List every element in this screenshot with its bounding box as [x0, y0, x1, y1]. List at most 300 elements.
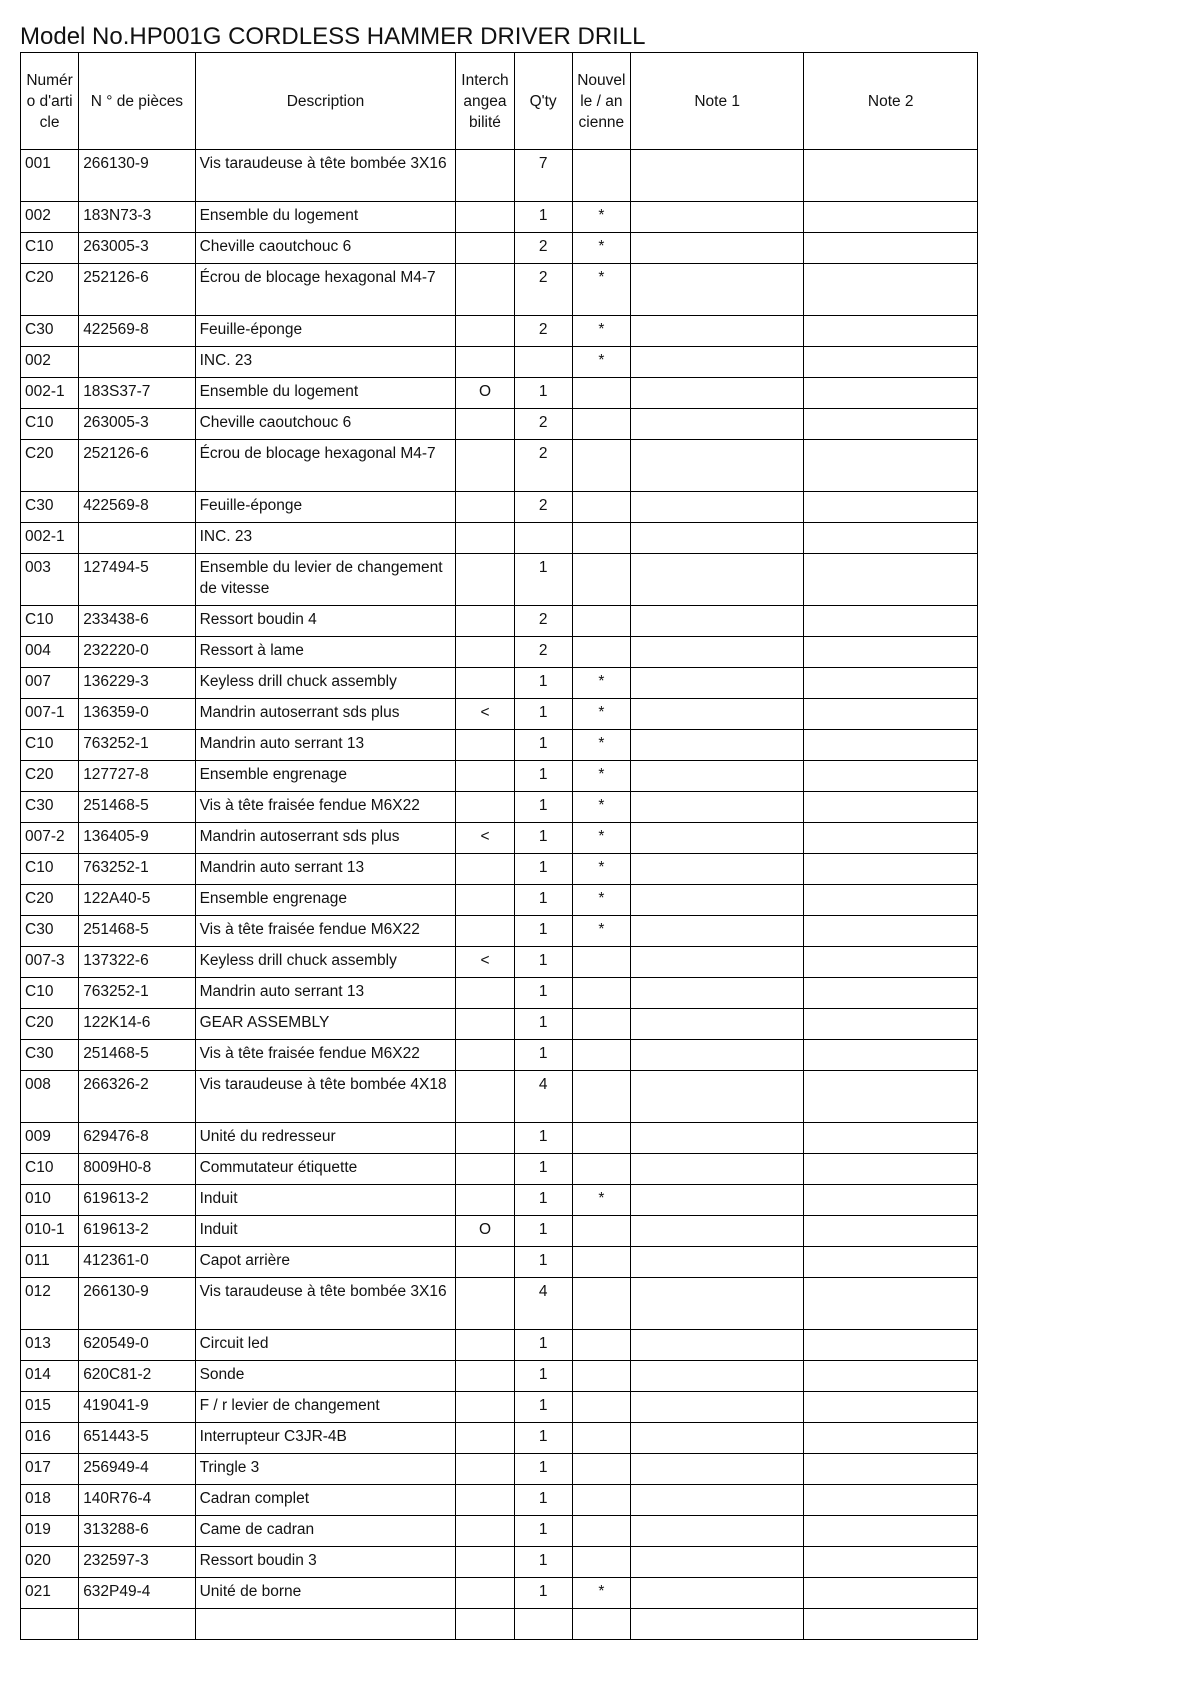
note-2-cell — [804, 668, 978, 699]
quantity-cell: 4 — [514, 1278, 572, 1330]
new-old-cell — [572, 1485, 630, 1516]
note-1-cell — [630, 1009, 804, 1040]
part-number-cell: 419041-9 — [79, 1392, 195, 1423]
item-number-cell: 019 — [21, 1516, 79, 1547]
note-2-cell — [804, 202, 978, 233]
new-old-cell: * — [572, 202, 630, 233]
quantity-cell: 4 — [514, 1071, 572, 1123]
header-item-number: Numéro d'article — [21, 53, 79, 150]
interchangeability-cell — [456, 606, 514, 637]
description-cell: Unité du redresseur — [195, 1123, 456, 1154]
part-number-cell: 619613-2 — [79, 1216, 195, 1247]
part-number-cell: 8009H0-8 — [79, 1154, 195, 1185]
table-row — [21, 1154, 978, 1185]
note-2-cell — [804, 1040, 978, 1071]
part-number-cell: 422569-8 — [79, 492, 195, 523]
item-number-cell: 018 — [21, 1485, 79, 1516]
table-row — [21, 1392, 978, 1423]
description-cell: Cadran complet — [195, 1485, 456, 1516]
note-2-cell — [804, 1216, 978, 1247]
quantity-cell — [514, 347, 572, 378]
item-number-cell: 012 — [21, 1278, 79, 1330]
quantity-cell: 2 — [514, 492, 572, 523]
note-2-cell — [804, 409, 978, 440]
part-number-cell: 183N73-3 — [79, 202, 195, 233]
note-2-cell — [804, 1247, 978, 1278]
item-number-cell: C10 — [21, 730, 79, 761]
table-row — [21, 792, 978, 823]
table-row — [21, 1009, 978, 1040]
part-number-cell — [79, 347, 195, 378]
new-old-cell — [572, 1071, 630, 1123]
item-number-cell: C10 — [21, 1154, 79, 1185]
note-2-cell — [804, 947, 978, 978]
item-number-cell — [21, 1609, 79, 1640]
note-2-cell — [804, 761, 978, 792]
note-1-cell — [630, 378, 804, 409]
quantity-cell: 1 — [514, 1330, 572, 1361]
quantity-cell: 1 — [514, 1547, 572, 1578]
part-number-cell: 122K14-6 — [79, 1009, 195, 1040]
description-cell: Mandrin auto serrant 13 — [195, 854, 456, 885]
note-2-cell — [804, 492, 978, 523]
note-2-cell — [804, 1185, 978, 1216]
quantity-cell: 1 — [514, 668, 572, 699]
note-2-cell — [804, 523, 978, 554]
interchangeability-cell — [456, 150, 514, 202]
table-row — [21, 885, 978, 916]
interchangeability-cell — [456, 1185, 514, 1216]
table-row — [21, 347, 978, 378]
description-cell: Ensemble du logement — [195, 378, 456, 409]
new-old-cell: * — [572, 885, 630, 916]
part-number-cell: 251468-5 — [79, 1040, 195, 1071]
table-row — [21, 440, 978, 492]
quantity-cell: 1 — [514, 978, 572, 1009]
note-1-cell — [630, 1609, 804, 1640]
new-old-cell: * — [572, 1185, 630, 1216]
interchangeability-cell — [456, 1009, 514, 1040]
part-number-cell: 263005-3 — [79, 409, 195, 440]
interchangeability-cell — [456, 1516, 514, 1547]
interchangeability-cell — [456, 637, 514, 668]
table-header-row — [21, 53, 978, 150]
quantity-cell: 2 — [514, 264, 572, 316]
description-cell: Cheville caoutchouc 6 — [195, 409, 456, 440]
interchangeability-cell — [456, 792, 514, 823]
new-old-cell: * — [572, 1578, 630, 1609]
note-1-cell — [630, 1278, 804, 1330]
note-2-cell — [804, 233, 978, 264]
description-cell: Induit — [195, 1216, 456, 1247]
interchangeability-cell — [456, 202, 514, 233]
note-1-cell — [630, 1392, 804, 1423]
quantity-cell: 1 — [514, 1485, 572, 1516]
header-note-2: Note 2 — [804, 53, 978, 150]
quantity-cell: 1 — [514, 916, 572, 947]
note-1-cell — [630, 1423, 804, 1454]
item-number-cell: 002-1 — [21, 378, 79, 409]
interchangeability-cell — [456, 554, 514, 606]
part-number-cell: 256949-4 — [79, 1454, 195, 1485]
description-cell: Vis à tête fraisée fendue M6X22 — [195, 1040, 456, 1071]
quantity-cell: 1 — [514, 1154, 572, 1185]
part-number-cell: 183S37-7 — [79, 378, 195, 409]
description-cell: Vis taraudeuse à tête bombée 3X16 — [195, 1278, 456, 1330]
new-old-cell — [572, 1392, 630, 1423]
new-old-cell — [572, 947, 630, 978]
note-1-cell — [630, 150, 804, 202]
table-row — [21, 1071, 978, 1123]
table-row — [21, 606, 978, 637]
item-number-cell: C20 — [21, 761, 79, 792]
description-cell: Commutateur étiquette — [195, 1154, 456, 1185]
item-number-cell: 002-1 — [21, 523, 79, 554]
new-old-cell — [572, 378, 630, 409]
quantity-cell: 1 — [514, 1578, 572, 1609]
new-old-cell: * — [572, 264, 630, 316]
quantity-cell: 1 — [514, 554, 572, 606]
description-cell: Vis à tête fraisée fendue M6X22 — [195, 792, 456, 823]
part-number-cell: 763252-1 — [79, 978, 195, 1009]
interchangeability-cell: O — [456, 1216, 514, 1247]
table-row — [21, 668, 978, 699]
part-number-cell: 422569-8 — [79, 316, 195, 347]
interchangeability-cell — [456, 409, 514, 440]
note-1-cell — [630, 316, 804, 347]
description-cell: Mandrin autoserrant sds plus — [195, 823, 456, 854]
note-1-cell — [630, 440, 804, 492]
table-row — [21, 1454, 978, 1485]
interchangeability-cell — [456, 523, 514, 554]
quantity-cell — [514, 1609, 572, 1640]
interchangeability-cell: O — [456, 378, 514, 409]
table-row — [21, 202, 978, 233]
note-1-cell — [630, 1123, 804, 1154]
note-2-cell — [804, 316, 978, 347]
new-old-cell — [572, 1154, 630, 1185]
item-number-cell: C20 — [21, 885, 79, 916]
interchangeability-cell — [456, 1609, 514, 1640]
quantity-cell — [514, 523, 572, 554]
table-row — [21, 1278, 978, 1330]
description-cell: Vis taraudeuse à tête bombée 3X16 — [195, 150, 456, 202]
note-2-cell — [804, 730, 978, 761]
description-cell: Keyless drill chuck assembly — [195, 668, 456, 699]
note-1-cell — [630, 347, 804, 378]
description-cell: Vis à tête fraisée fendue M6X22 — [195, 916, 456, 947]
table-row — [21, 699, 978, 730]
table-row — [21, 264, 978, 316]
description-cell: Ensemble du logement — [195, 202, 456, 233]
note-1-cell — [630, 1154, 804, 1185]
description-cell: GEAR ASSEMBLY — [195, 1009, 456, 1040]
table-row — [21, 1609, 978, 1640]
part-number-cell: 232597-3 — [79, 1547, 195, 1578]
part-number-cell: 763252-1 — [79, 730, 195, 761]
note-1-cell — [630, 1516, 804, 1547]
interchangeability-cell — [456, 761, 514, 792]
description-cell: Vis taraudeuse à tête bombée 4X18 — [195, 1071, 456, 1123]
note-1-cell — [630, 492, 804, 523]
note-1-cell — [630, 1185, 804, 1216]
table-row — [21, 1423, 978, 1454]
header-description: Description — [195, 53, 456, 150]
part-number-cell: 619613-2 — [79, 1185, 195, 1216]
note-2-cell — [804, 150, 978, 202]
item-number-cell: C10 — [21, 854, 79, 885]
description-cell: Ensemble engrenage — [195, 761, 456, 792]
item-number-cell: 002 — [21, 347, 79, 378]
item-number-cell: 021 — [21, 1578, 79, 1609]
quantity-cell: 2 — [514, 233, 572, 264]
item-number-cell: 016 — [21, 1423, 79, 1454]
table-row — [21, 1516, 978, 1547]
header-note-1: Note 1 — [630, 53, 804, 150]
part-number-cell: 266130-9 — [79, 150, 195, 202]
quantity-cell: 1 — [514, 1392, 572, 1423]
description-cell: Unité de borne — [195, 1578, 456, 1609]
note-2-cell — [804, 1330, 978, 1361]
item-number-cell: 017 — [21, 1454, 79, 1485]
note-2-cell — [804, 916, 978, 947]
table-row — [21, 1547, 978, 1578]
interchangeability-cell — [456, 1547, 514, 1578]
part-number-cell: 232220-0 — [79, 637, 195, 668]
quantity-cell: 1 — [514, 792, 572, 823]
part-number-cell: 140R76-4 — [79, 1485, 195, 1516]
quantity-cell: 7 — [514, 150, 572, 202]
table-row — [21, 823, 978, 854]
item-number-cell: C30 — [21, 492, 79, 523]
description-cell — [195, 1609, 456, 1640]
description-cell: Mandrin auto serrant 13 — [195, 978, 456, 1009]
item-number-cell: 010 — [21, 1185, 79, 1216]
new-old-cell — [572, 1516, 630, 1547]
part-number-cell: 136229-3 — [79, 668, 195, 699]
note-2-cell — [804, 637, 978, 668]
note-2-cell — [804, 854, 978, 885]
part-number-cell: 252126-6 — [79, 264, 195, 316]
description-cell: Sonde — [195, 1361, 456, 1392]
new-old-cell — [572, 606, 630, 637]
interchangeability-cell — [456, 1454, 514, 1485]
note-2-cell — [804, 1071, 978, 1123]
item-number-cell: C30 — [21, 916, 79, 947]
description-cell: Keyless drill chuck assembly — [195, 947, 456, 978]
note-1-cell — [630, 916, 804, 947]
note-1-cell — [630, 1361, 804, 1392]
description-cell: INC. 23 — [195, 347, 456, 378]
item-number-cell: 004 — [21, 637, 79, 668]
new-old-cell — [572, 1009, 630, 1040]
item-number-cell: C10 — [21, 606, 79, 637]
quantity-cell: 2 — [514, 316, 572, 347]
new-old-cell — [572, 440, 630, 492]
new-old-cell: * — [572, 730, 630, 761]
note-1-cell — [630, 1071, 804, 1123]
part-number-cell: 651443-5 — [79, 1423, 195, 1454]
new-old-cell — [572, 1547, 630, 1578]
note-2-cell — [804, 1485, 978, 1516]
description-cell: Feuille-éponge — [195, 492, 456, 523]
note-1-cell — [630, 792, 804, 823]
note-1-cell — [630, 1454, 804, 1485]
table-row — [21, 854, 978, 885]
parts-table — [20, 52, 978, 1640]
header-new-old: Nouvelle / ancienne — [572, 53, 630, 150]
item-number-cell: 001 — [21, 150, 79, 202]
interchangeability-cell — [456, 1330, 514, 1361]
interchangeability-cell — [456, 1123, 514, 1154]
description-cell: Tringle 3 — [195, 1454, 456, 1485]
quantity-cell: 2 — [514, 637, 572, 668]
item-number-cell: C20 — [21, 264, 79, 316]
quantity-cell: 2 — [514, 409, 572, 440]
description-cell: Ensemble du levier de changement de vitesse — [195, 554, 456, 606]
interchangeability-cell — [456, 440, 514, 492]
table-row — [21, 409, 978, 440]
interchangeability-cell — [456, 1040, 514, 1071]
new-old-cell — [572, 978, 630, 1009]
table-row — [21, 916, 978, 947]
interchangeability-cell: < — [456, 699, 514, 730]
interchangeability-cell — [456, 1423, 514, 1454]
new-old-cell — [572, 409, 630, 440]
description-cell: Came de cadran — [195, 1516, 456, 1547]
part-number-cell: 127727-8 — [79, 761, 195, 792]
part-number-cell: 412361-0 — [79, 1247, 195, 1278]
note-1-cell — [630, 523, 804, 554]
item-number-cell: 008 — [21, 1071, 79, 1123]
note-2-cell — [804, 1123, 978, 1154]
note-2-cell — [804, 1516, 978, 1547]
item-number-cell: 015 — [21, 1392, 79, 1423]
quantity-cell: 1 — [514, 1185, 572, 1216]
part-number-cell: 632P49-4 — [79, 1578, 195, 1609]
interchangeability-cell — [456, 1361, 514, 1392]
description-cell: Cheville caoutchouc 6 — [195, 233, 456, 264]
interchangeability-cell — [456, 854, 514, 885]
quantity-cell: 1 — [514, 1009, 572, 1040]
interchangeability-cell — [456, 1485, 514, 1516]
part-number-cell: 263005-3 — [79, 233, 195, 264]
part-number-cell: 629476-8 — [79, 1123, 195, 1154]
interchangeability-cell — [456, 347, 514, 378]
note-1-cell — [630, 1040, 804, 1071]
header-interchangeability: Interchangeabilité — [456, 53, 514, 150]
table-row — [21, 1216, 978, 1247]
description-cell: Capot arrière — [195, 1247, 456, 1278]
quantity-cell: 1 — [514, 761, 572, 792]
table-row — [21, 947, 978, 978]
note-2-cell — [804, 1009, 978, 1040]
table-row — [21, 1578, 978, 1609]
new-old-cell — [572, 1609, 630, 1640]
part-number-cell — [79, 523, 195, 554]
note-2-cell — [804, 1278, 978, 1330]
note-1-cell — [630, 606, 804, 637]
note-1-cell — [630, 699, 804, 730]
quantity-cell: 2 — [514, 606, 572, 637]
item-number-cell: 002 — [21, 202, 79, 233]
interchangeability-cell — [456, 1392, 514, 1423]
new-old-cell: * — [572, 316, 630, 347]
table-row — [21, 1247, 978, 1278]
note-1-cell — [630, 637, 804, 668]
table-row — [21, 1123, 978, 1154]
item-number-cell: 003 — [21, 554, 79, 606]
quantity-cell: 1 — [514, 1454, 572, 1485]
note-1-cell — [630, 761, 804, 792]
table-row — [21, 1040, 978, 1071]
part-number-cell: 233438-6 — [79, 606, 195, 637]
item-number-cell: 020 — [21, 1547, 79, 1578]
table-row — [21, 523, 978, 554]
new-old-cell — [572, 1216, 630, 1247]
table-row — [21, 316, 978, 347]
note-2-cell — [804, 1609, 978, 1640]
description-cell: F / r levier de changement — [195, 1392, 456, 1423]
new-old-cell: * — [572, 854, 630, 885]
item-number-cell: 009 — [21, 1123, 79, 1154]
note-2-cell — [804, 264, 978, 316]
interchangeability-cell — [456, 978, 514, 1009]
item-number-cell: 014 — [21, 1361, 79, 1392]
table-row — [21, 378, 978, 409]
item-number-cell: C30 — [21, 792, 79, 823]
new-old-cell — [572, 1423, 630, 1454]
note-2-cell — [804, 440, 978, 492]
part-number-cell: 137322-6 — [79, 947, 195, 978]
description-cell: Mandrin autoserrant sds plus — [195, 699, 456, 730]
item-number-cell: 007-1 — [21, 699, 79, 730]
note-2-cell — [804, 1392, 978, 1423]
new-old-cell — [572, 1330, 630, 1361]
part-number-cell: 251468-5 — [79, 792, 195, 823]
part-number-cell: 127494-5 — [79, 554, 195, 606]
quantity-cell: 1 — [514, 1040, 572, 1071]
interchangeability-cell — [456, 233, 514, 264]
interchangeability-cell — [456, 730, 514, 761]
new-old-cell — [572, 1040, 630, 1071]
note-2-cell — [804, 1361, 978, 1392]
item-number-cell: 007-3 — [21, 947, 79, 978]
table-row — [21, 730, 978, 761]
note-2-cell — [804, 823, 978, 854]
quantity-cell: 1 — [514, 1516, 572, 1547]
item-number-cell: C10 — [21, 978, 79, 1009]
table-row — [21, 978, 978, 1009]
description-cell: Ressort boudin 3 — [195, 1547, 456, 1578]
quantity-cell: 1 — [514, 854, 572, 885]
part-number-cell: 122A40-5 — [79, 885, 195, 916]
note-2-cell — [804, 347, 978, 378]
new-old-cell: * — [572, 699, 630, 730]
interchangeability-cell — [456, 1247, 514, 1278]
item-number-cell: 011 — [21, 1247, 79, 1278]
quantity-cell: 1 — [514, 885, 572, 916]
part-number-cell: 136405-9 — [79, 823, 195, 854]
description-cell: Ensemble engrenage — [195, 885, 456, 916]
note-1-cell — [630, 1485, 804, 1516]
table-row — [21, 233, 978, 264]
description-cell: Induit — [195, 1185, 456, 1216]
note-1-cell — [630, 885, 804, 916]
new-old-cell — [572, 554, 630, 606]
table-row — [21, 554, 978, 606]
table-row — [21, 150, 978, 202]
